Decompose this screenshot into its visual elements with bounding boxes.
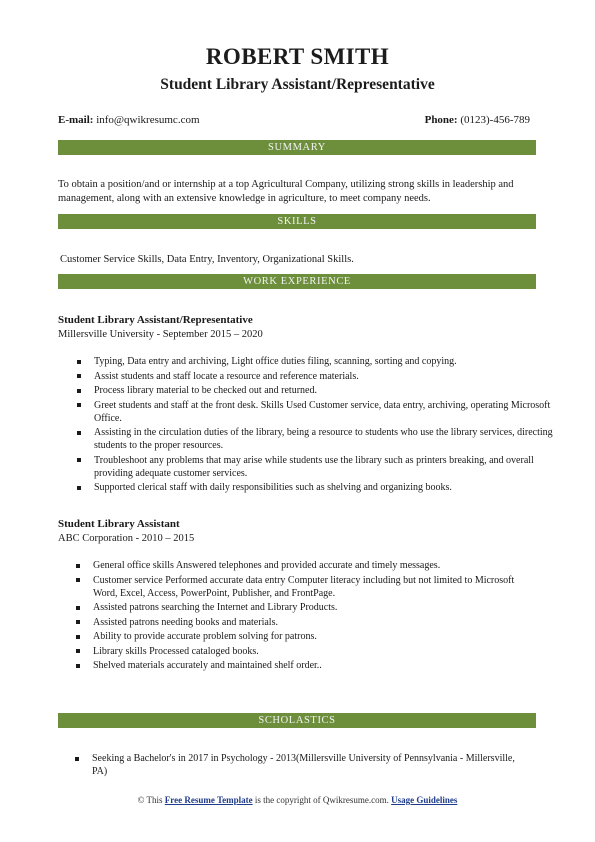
- list-item: Library skills Processed cataloged books.: [58, 645, 536, 658]
- footer-middle: is the copyright of Qwikresume.com.: [254, 795, 389, 805]
- candidate-name: ROBERT SMITH: [205, 44, 390, 69]
- candidate-role: Student Library Assistant/Representative: [160, 76, 435, 93]
- list-item: General office skills Answered telephones and provided accurate and timely messages.: [58, 559, 536, 572]
- email-line: [58, 114, 200, 126]
- job-1-bullets: [76, 355, 554, 496]
- job-title-1: Student Library Assistant/Representative: [58, 314, 253, 326]
- email-value[interactable]: info@qwikresumc.com: [96, 114, 200, 126]
- skills-text: Customer Service Skills, Data Entry, Inventory, Organizational Skills.: [60, 254, 354, 265]
- job-title-2: Student Library Assistant: [58, 518, 180, 530]
- list-item: Ability to provide accurate problem solving for patrons.: [58, 630, 536, 643]
- job-2-bullets: [58, 559, 536, 674]
- work-experience-heading: WORK EXPERIENCE: [58, 274, 536, 289]
- list-item: Troubleshoot any problems that may arise while students use the library such as printers breaking, and overall providing adequate customer services.: [94, 454, 554, 480]
- phone-label: Phone:: [424, 114, 458, 126]
- scholastics-list: [74, 752, 532, 780]
- summary-text: To obtain a position/and or internship at a top Agricultural Company, utilizing strong skills in leadership and management, along with an extensive knowledge in agriculture, to meet company needs.: [58, 179, 514, 204]
- job-subtitle-2: ABC Corporation - 2010 – 2015: [58, 533, 195, 544]
- usage-guidelines-link[interactable]: Usage Guidelines: [391, 795, 458, 805]
- skills-heading: SKILLS: [58, 214, 536, 229]
- footer-prefix: © This: [137, 795, 163, 805]
- list-item: Assisting in the circulation duties of the library, being a resource to students who use the library services, directing students to the proper resources.: [94, 427, 553, 451]
- list-item: Typing, Data entry and archiving, Light office duties filing, scanning, sorting and copying.: [94, 355, 554, 368]
- list-item: Shelved materials accurately and maintained shelf order..: [58, 659, 536, 672]
- list-item: Seeking a Bachelor's in 2017 in Psychology - 2013(Millersville University of Pennsylvania - Millersville, PA): [92, 752, 532, 778]
- summary-heading: SUMMARY: [58, 140, 536, 155]
- list-item: Assisted patrons needing books and materials.: [58, 616, 536, 629]
- list-item: Process library material to be checked out and returned.: [94, 384, 554, 397]
- list-item: Assisted patrons searching the Internet and Library Products.: [58, 601, 536, 614]
- scholastics-heading: SCHOLASTICS: [58, 713, 536, 728]
- email-label: E-mail:: [58, 114, 94, 126]
- job-subtitle-1: Millersville University - September 2015 – 2020: [58, 329, 263, 340]
- footer: [0, 795, 595, 805]
- phone-line: [425, 114, 530, 126]
- list-item: Supported clerical staff with daily responsibilities such as shelving and organizing books.: [94, 481, 554, 494]
- list-item: Assist students and staff locate a resource and reference materials.: [94, 370, 554, 383]
- free-resume-template-link[interactable]: Free Resume Template: [164, 795, 253, 805]
- list-item: Customer service Performed accurate data entry Computer literacy including but not limited to Microsoft Word, Excel, Access, PowerPoint, Publisher, and FrontPage.: [58, 574, 536, 600]
- phone-value: (0123)-456-789: [460, 114, 530, 126]
- list-item: Greet students and staff at the front desk. Skills Used Customer service, data entry, archiving, operating Microsoft Office.: [94, 399, 554, 425]
